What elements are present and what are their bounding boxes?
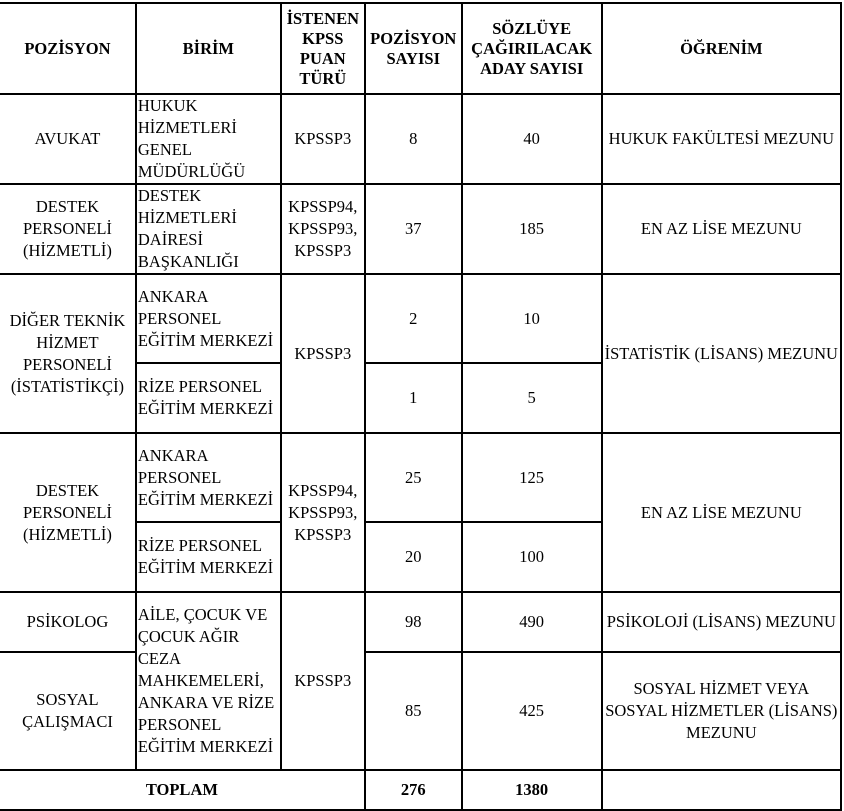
position-cell: PSİKOLOG (0, 592, 136, 652)
count-cell: 37 (365, 184, 462, 274)
education-cell: HUKUK FAKÜLTESİ MEZUNU (602, 94, 841, 184)
count-cell: 1 (365, 363, 462, 433)
candidates-cell: 125 (462, 433, 602, 522)
header-position: POZİSYON (0, 3, 136, 94)
position-cell: SOSYAL ÇALIŞMACI (0, 652, 136, 770)
header-education: ÖĞRENİM (602, 3, 841, 94)
position-cell: DESTEK PERSONELİ (HİZMETLİ) (0, 184, 136, 274)
header-kpss-type: İSTENEN KPSS PUAN TÜRÜ (281, 3, 365, 94)
table-row (0, 184, 841, 274)
position-cell: AVUKAT (0, 94, 136, 184)
header-row (0, 3, 841, 94)
total-label: TOPLAM (0, 770, 365, 810)
table-row (0, 94, 841, 184)
candidates-cell: 185 (462, 184, 602, 274)
education-cell: PSİKOLOJİ (LİSANS) MEZUNU (602, 592, 841, 652)
candidates-cell: 10 (462, 274, 602, 363)
count-cell: 20 (365, 522, 462, 592)
count-cell: 2 (365, 274, 462, 363)
position-cell: DİĞER TEKNİK HİZMET PERSONELİ (İSTATİSTİKÇİ) (0, 274, 136, 433)
candidates-cell: 100 (462, 522, 602, 592)
total-row (0, 770, 841, 810)
education-cell: İSTATİSTİK (LİSANS) MEZUNU (602, 274, 841, 433)
candidates-cell: 490 (462, 592, 602, 652)
header-unit: BİRİM (136, 3, 281, 94)
candidates-cell: 5 (462, 363, 602, 433)
total-count: 276 (365, 770, 462, 810)
count-cell: 98 (365, 592, 462, 652)
kpss-cell: KPSSP3 (281, 94, 365, 184)
kpss-cell: KPSSP3 (281, 274, 365, 433)
table-row (0, 274, 841, 363)
recruitment-table (0, 2, 842, 811)
kpss-cell: KPSSP3 (281, 592, 365, 770)
unit-cell: AİLE, ÇOCUK VE ÇOCUK AĞIR CEZA MAHKEMELERİ, ANKARA VE RİZE PERSONEL EĞİTİM MERKEZİ (136, 592, 281, 770)
table-row (0, 433, 841, 522)
table-row (0, 592, 841, 652)
candidates-cell: 40 (462, 94, 602, 184)
unit-cell: RİZE PERSONEL EĞİTİM MERKEZİ (136, 363, 281, 433)
unit-cell: HUKUK HİZMETLERİ GENEL MÜDÜRLÜĞÜ (136, 94, 281, 184)
education-cell: EN AZ LİSE MEZUNU (602, 433, 841, 592)
header-candidate-count: SÖZLÜYE ÇAĞIRILACAK ADAY SAYISI (462, 3, 602, 94)
table-row (0, 652, 841, 770)
unit-cell: ANKARA PERSONEL EĞİTİM MERKEZİ (136, 433, 281, 522)
count-cell: 25 (365, 433, 462, 522)
unit-cell: RİZE PERSONEL EĞİTİM MERKEZİ (136, 522, 281, 592)
header-position-count: POZİSYON SAYISI (365, 3, 462, 94)
count-cell: 8 (365, 94, 462, 184)
unit-cell: ANKARA PERSONEL EĞİTİM MERKEZİ (136, 274, 281, 363)
total-candidates: 1380 (462, 770, 602, 810)
position-cell: DESTEK PERSONELİ (HİZMETLİ) (0, 433, 136, 592)
kpss-cell: KPSSP94, KPSSP93, KPSSP3 (281, 433, 365, 592)
education-cell: EN AZ LİSE MEZUNU (602, 184, 841, 274)
education-cell: SOSYAL HİZMET VEYA SOSYAL HİZMETLER (LİSANS) MEZUNU (602, 652, 841, 770)
candidates-cell: 425 (462, 652, 602, 770)
unit-cell: DESTEK HİZMETLERİ DAİRESİ BAŞKANLIĞI (136, 184, 281, 274)
total-empty-cell (602, 770, 841, 810)
kpss-cell: KPSSP94, KPSSP93, KPSSP3 (281, 184, 365, 274)
count-cell: 85 (365, 652, 462, 770)
